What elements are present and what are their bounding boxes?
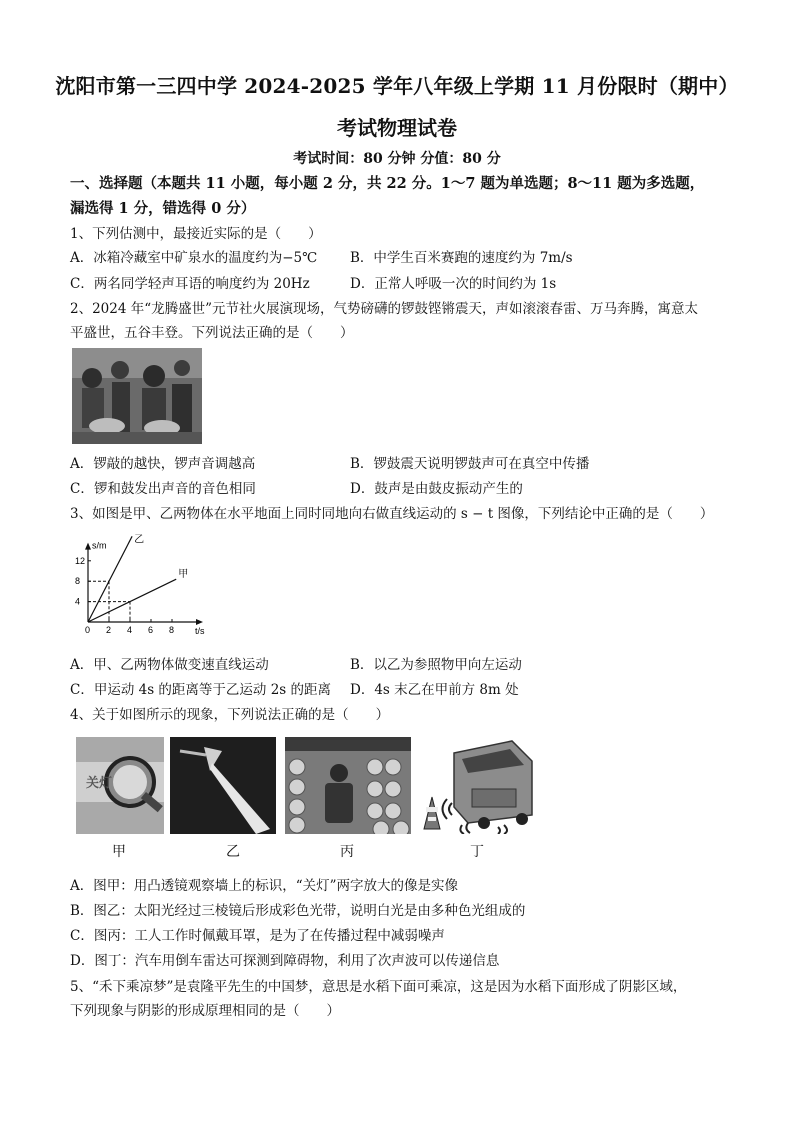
section-heading-line2: 漏选得 1 分，错选得 0 分） xyxy=(70,200,256,217)
q3-option-c: C．甲运动 4s 的距离等于乙运动 2s 的距离 xyxy=(70,682,332,698)
x-axis-arrow xyxy=(196,619,203,625)
q2-option-c: C．锣和鼓发出声音的音色相同 xyxy=(70,481,256,497)
q4-stem: 4、关于如图所示的现象，下列说法正确的是（ ） xyxy=(70,707,390,723)
x-axis-label: t/s xyxy=(195,626,205,636)
q3-option-b: B．以乙为参照物甲向左运动 xyxy=(350,657,522,673)
x-tick-label: 0 xyxy=(85,625,91,635)
q4-caption-jia: 甲 xyxy=(112,844,126,860)
q2-option-b: B．锣鼓震天说明锣鼓声可在真空中传播 xyxy=(350,456,590,472)
q5-stem-line1: 5、“禾下乘凉梦”是袁隆平先生的中国梦，意思是水稻下面可乘凉，这是因为水稻下面形成了阴影区域， xyxy=(70,979,687,995)
q1-option-d: D．正常人呼吸一次的时间约为 1s xyxy=(350,276,557,292)
q4-photo-jia-magnifier xyxy=(76,737,164,834)
q4-photo-bing-factory xyxy=(285,737,411,834)
q5-stem-line2: 下列现象与阴影的形成原理相同的是（ ） xyxy=(70,1003,340,1019)
y-tick-label: 4 xyxy=(75,596,81,607)
st-chart xyxy=(66,526,206,644)
exam-title-line2: 考试物理试卷 xyxy=(337,116,457,140)
x-tick-label: 6 xyxy=(148,625,154,635)
q1-option-b: B．中学生百米赛跑的速度约为 7m/s xyxy=(350,250,573,266)
y-tick-label: 12 xyxy=(75,555,86,566)
q1-option-c: C．两名同学轻声耳语的响度约为 20Hz xyxy=(70,276,310,292)
y-axis-arrow xyxy=(85,543,91,550)
q1-option-a: A．冰箱冷藏室中矿泉水的温度约为−5℃ xyxy=(70,250,318,266)
q2-option-a: A．锣敲的越快，锣声音调越高 xyxy=(70,456,256,472)
q1-stem: 1、下列估测中，最接近实际的是（ ） xyxy=(70,226,322,242)
q4-caption-bing: 丙 xyxy=(340,844,354,860)
q4-option-a: A．图甲：用凸透镜观察墙上的标识，“关灯”两字放大的像是实像 xyxy=(70,878,459,894)
q4-option-b: B．图乙：太阳光经过三棱镜后形成彩色光带，说明白光是由多种色光组成的 xyxy=(70,903,526,919)
series-label-1: 甲 xyxy=(178,569,189,581)
series-label-0: 乙 xyxy=(134,534,145,546)
series-line-1 xyxy=(88,579,176,622)
q4-caption-ding: 丁 xyxy=(470,844,484,860)
q3-option-a: A．甲、乙两物体做变速直线运动 xyxy=(70,657,269,673)
q2-option-d: D．鼓声是由鼓皮振动产生的 xyxy=(350,481,523,497)
q2-stem-line2: 平盛世，五谷丰登。下列说法正确的是（ ） xyxy=(70,325,354,341)
q2-photo-drums xyxy=(72,348,202,444)
svg-text:关灯: 关灯 xyxy=(86,775,113,790)
q4-option-c: C．图丙：工人工作时佩戴耳罩，是为了在传播过程中减弱噪声 xyxy=(70,928,445,944)
x-tick-label: 8 xyxy=(169,625,175,635)
y-axis-label: s/m xyxy=(92,540,107,551)
q3-option-d: D．4s 末乙在甲前方 8m 处 xyxy=(350,682,519,698)
q2-stem-line1: 2、2024 年“龙腾盛世”元节社火展演现场，气势磅礴的锣鼓铿锵震天，声如滚滚春雷、万马奔腾，寓意太 xyxy=(70,301,699,317)
q4-option-d: D．图丁：汽车用倒车雷达可探测到障碍物，利用了次声波可以传递信息 xyxy=(70,953,500,969)
exam-title-line1: 沈阳市第一三四中学 2024-2025 学年八年级上学期 11 月份限时（期中） xyxy=(55,74,739,98)
q4-photo-ding-car xyxy=(414,737,536,834)
q4-caption-yi: 乙 xyxy=(226,844,240,860)
q4-photo-yi-prism xyxy=(170,737,276,834)
y-tick-label: 8 xyxy=(75,576,81,587)
x-tick-label: 4 xyxy=(127,625,133,635)
x-tick-label: 2 xyxy=(106,625,112,635)
section-heading-line1: 一、选择题（本题共 11 小题，每小题 2 分，共 22 分。1～7 题为单选题；8～11 题为多选题， xyxy=(70,175,705,192)
q3-stem: 3、如图是甲、乙两物体在水平地面上同时同地向右做直线运动的 s − t 图像，下列结论中正确的是（ ） xyxy=(70,506,714,522)
exam-info: 考试时间：80 分钟 分值：80 分 xyxy=(293,151,501,167)
